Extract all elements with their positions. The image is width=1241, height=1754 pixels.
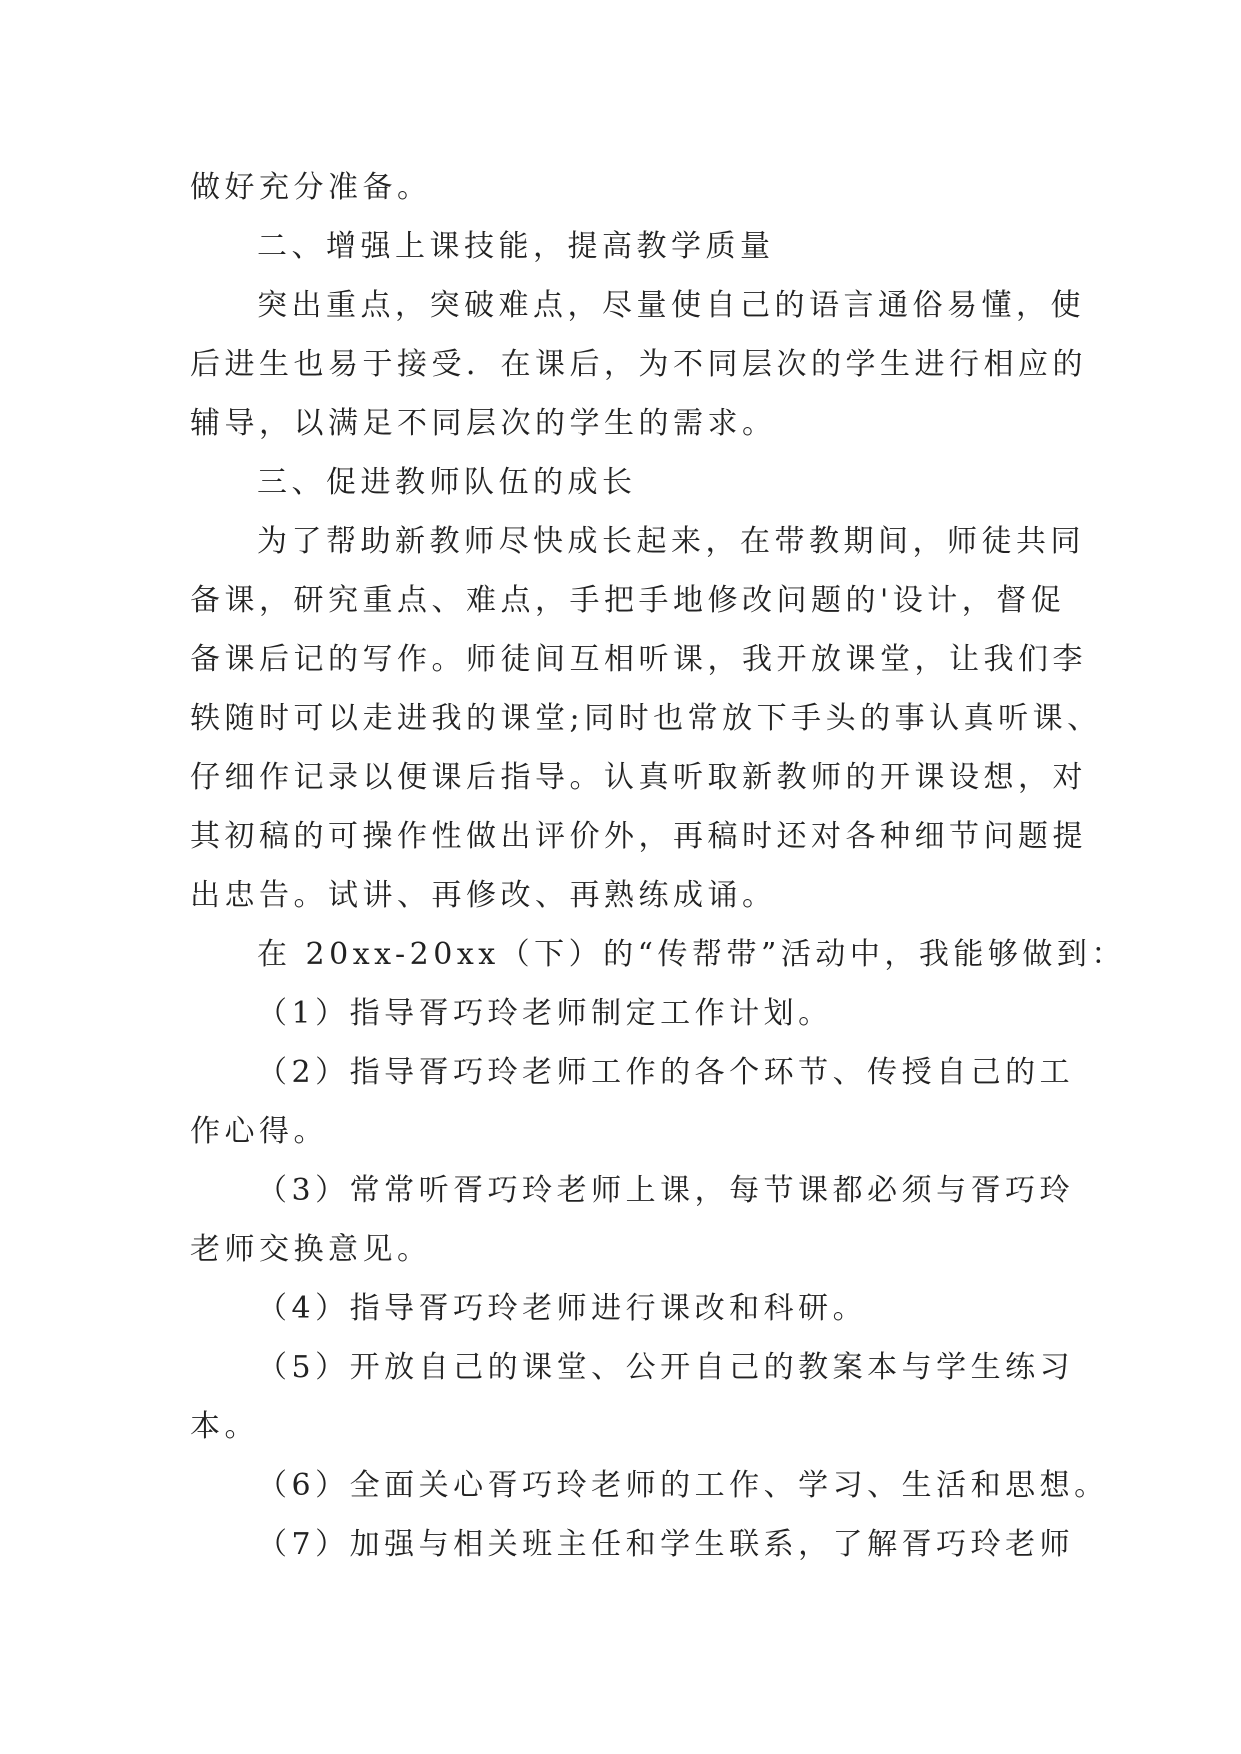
- text-line-11: 仔细作记录以便课后指导。认真听取新教师的开课设想，对: [190, 760, 1087, 795]
- text-line-15: （1）指导胥巧玲老师制定工作计划。: [257, 996, 833, 1031]
- text-line-13: 出忠告。试讲、再修改、再熟练成诵。: [190, 878, 777, 913]
- text-line-16: （2）指导胥巧玲老师工作的各个环节、传授自己的工: [257, 1055, 1075, 1090]
- text-line-3: 突出重点，突破难点，尽量使自己的语言通俗易懂，使: [257, 288, 1085, 323]
- text-line-19: 老师交换意见。: [190, 1232, 432, 1267]
- text-line-7: 为了帮助新教师尽快成长起来，在带教期间，师徒共同: [257, 524, 1085, 559]
- text-line-24: （7）加强与相关班主任和学生联系，了解胥巧玲老师: [257, 1527, 1075, 1562]
- text-line-4: 后进生也易于接受．在课后，为不同层次的学生进行相应的: [190, 347, 1087, 382]
- text-line-17: 作心得。: [190, 1114, 328, 1149]
- text-line-23: （6）全面关心胥巧玲老师的工作、学习、生活和思想。: [257, 1468, 1109, 1503]
- text-line-2: 二、增强上课技能，提高教学质量: [257, 229, 775, 264]
- text-line-5: 辅导，以满足不同层次的学生的需求。: [190, 406, 777, 441]
- text-line-6: 三、促进教师队伍的成长: [257, 465, 637, 500]
- text-line-20: （4）指导胥巧玲老师进行课改和科研。: [257, 1291, 868, 1326]
- text-line-12: 其初稿的可操作性做出评价外，再稿时还对各种细节问题提: [190, 819, 1087, 854]
- text-line-9: 备课后记的写作。师徒间互相听课，我开放课堂，让我们李: [190, 642, 1087, 677]
- text-line-10: 轶随时可以走进我的课堂;同时也常放下手头的事认真听课、: [190, 701, 1102, 736]
- text-line-21: （5）开放自己的课堂、公开自己的教案本与学生练习: [257, 1350, 1075, 1385]
- text-line-14: 在 20xx-20xx（下）的“传帮带”活动中，我能够做到：: [257, 937, 1126, 972]
- text-line-8: 备课，研究重点、难点，手把手地修改问题的'设计，督促: [190, 583, 1066, 618]
- text-line-18: （3）常常听胥巧玲老师上课，每节课都必须与胥巧玲: [257, 1173, 1075, 1208]
- text-line-22: 本。: [190, 1409, 259, 1444]
- text-line-1: 做好充分准备。: [190, 170, 432, 205]
- document-body: [190, 158, 1126, 1574]
